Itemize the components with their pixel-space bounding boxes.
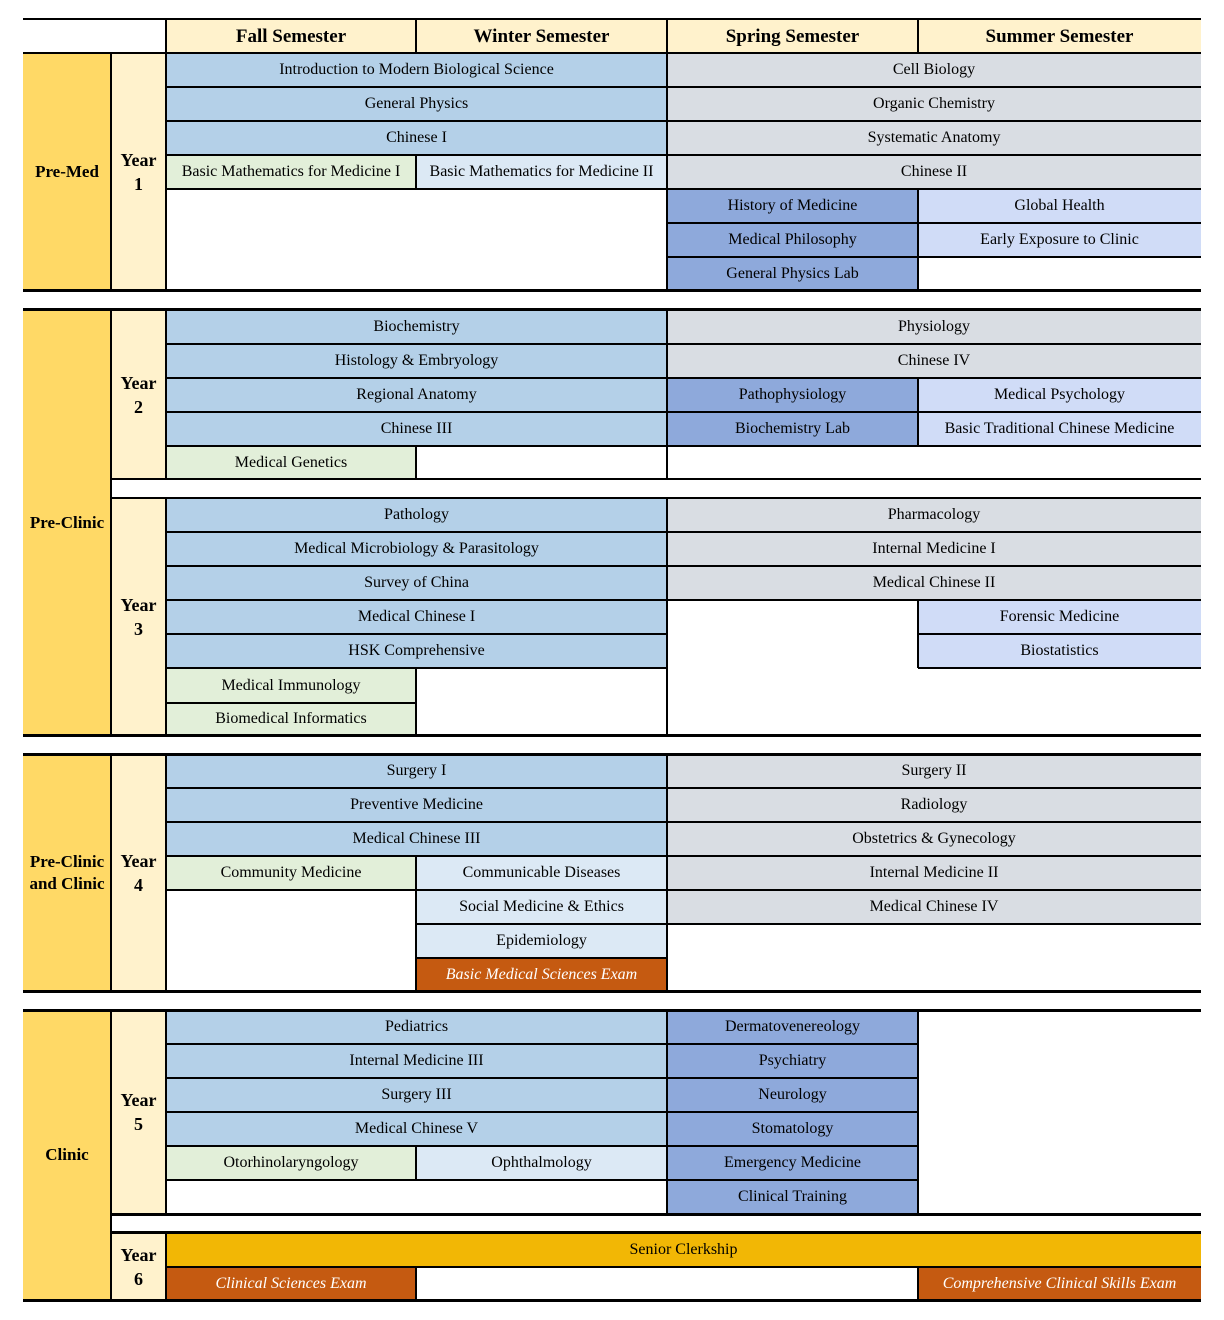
header-spring: Spring Semester xyxy=(667,19,918,53)
year-6-label: Year 6 xyxy=(111,1233,166,1300)
course-internal-medicine-3: Internal Medicine III xyxy=(166,1044,667,1078)
grid-line xyxy=(111,478,1201,480)
grid-line xyxy=(415,155,417,189)
header-summer: Summer Semester xyxy=(918,19,1201,53)
grid-line xyxy=(917,1267,919,1300)
year-2-label: Year 2 xyxy=(111,310,166,479)
course-biomedical-informatics: Biomedical Informatics xyxy=(166,703,416,735)
grid-line xyxy=(666,498,668,735)
grid-line xyxy=(166,633,667,635)
grid-line xyxy=(166,531,1201,533)
grid-line xyxy=(415,668,417,735)
course-chinese-2: Chinese II xyxy=(667,155,1201,189)
grid-line xyxy=(917,1010,919,1214)
header-fall: Fall Semester xyxy=(166,19,416,53)
course-pathology: Pathology xyxy=(166,498,667,532)
course-otorhinolaryngology: Otorhinolaryngology xyxy=(166,1146,416,1180)
grid-line xyxy=(415,18,417,53)
course-basic-tcm: Basic Traditional Chinese Medicine xyxy=(918,412,1201,446)
grid-line xyxy=(23,52,1201,54)
grid-line xyxy=(918,633,1201,635)
course-general-physics: General Physics xyxy=(166,87,667,121)
course-forensic-medicine: Forensic Medicine xyxy=(918,600,1201,634)
grid-line xyxy=(165,310,167,479)
course-internal-medicine-2: Internal Medicine II xyxy=(667,856,1201,890)
grid-line xyxy=(23,18,1201,20)
course-biochemistry-lab: Biochemistry Lab xyxy=(667,412,918,446)
grid-line xyxy=(111,1213,1201,1216)
grid-line xyxy=(415,1146,417,1180)
course-surgery-1: Surgery I xyxy=(166,754,667,788)
exam-basic-medical-sciences: Basic Medical Sciences Exam xyxy=(416,958,667,991)
course-chinese-3: Chinese III xyxy=(166,412,667,446)
grid-line xyxy=(666,754,668,991)
course-pediatrics: Pediatrics xyxy=(166,1010,667,1044)
phase-pre-med: Pre-Med xyxy=(23,53,111,290)
grid-line xyxy=(166,702,416,704)
grid-line xyxy=(23,734,1201,737)
course-communicable-diseases: Communicable Diseases xyxy=(416,856,667,890)
grid-line xyxy=(165,1233,167,1300)
course-chinese-4: Chinese IV xyxy=(667,344,1201,378)
grid-line xyxy=(415,1267,417,1300)
course-general-physics-lab: General Physics Lab xyxy=(667,257,918,290)
grid-line xyxy=(166,120,1201,122)
course-medical-philosophy: Medical Philosophy xyxy=(667,223,918,257)
course-medical-chinese-1: Medical Chinese I xyxy=(166,600,667,634)
grid-line xyxy=(415,856,417,991)
course-microbiology: Medical Microbiology & Parasitology xyxy=(166,532,667,566)
grid-line xyxy=(666,310,668,479)
grid-line xyxy=(166,1111,918,1113)
grid-line xyxy=(166,377,1201,379)
grid-line xyxy=(166,1179,918,1181)
course-emergency-medicine: Emergency Medicine xyxy=(667,1146,918,1180)
grid-line xyxy=(918,667,1201,669)
grid-line xyxy=(165,754,167,991)
grid-line xyxy=(166,855,1201,857)
course-radiology: Radiology xyxy=(667,788,1201,822)
grid-line xyxy=(110,53,112,290)
course-organic-chemistry: Organic Chemistry xyxy=(667,87,1201,121)
course-hsk: HSK Comprehensive xyxy=(166,634,667,668)
exam-clinical-sciences: Clinical Sciences Exam xyxy=(166,1267,416,1300)
grid-line xyxy=(166,565,1201,567)
course-medical-chinese-2: Medical Chinese II xyxy=(667,566,1201,600)
year-5-label: Year 5 xyxy=(111,1010,166,1214)
grid-line xyxy=(165,498,167,735)
grid-line xyxy=(23,289,1201,292)
grid-line xyxy=(165,1010,167,1214)
course-histology: Histology & Embryology xyxy=(166,344,667,378)
course-preventive-medicine: Preventive Medicine xyxy=(166,788,667,822)
course-history-medicine: History of Medicine xyxy=(667,189,918,223)
course-physiology: Physiology xyxy=(667,310,1201,344)
course-surgery-2: Surgery II xyxy=(667,754,1201,788)
course-medical-immunology: Medical Immunology xyxy=(166,668,416,703)
grid-line xyxy=(166,1266,1201,1268)
grid-line xyxy=(166,1043,918,1045)
grid-line xyxy=(110,754,112,991)
exam-clinical-skills: Comprehensive Clinical Skills Exam xyxy=(918,1267,1201,1300)
course-community-medicine: Community Medicine xyxy=(166,856,416,890)
grid-line xyxy=(23,308,1201,311)
grid-line xyxy=(166,889,1201,891)
course-ophthalmology: Ophthalmology xyxy=(416,1146,667,1180)
course-internal-medicine-1: Internal Medicine I xyxy=(667,532,1201,566)
phase-clinic: Clinic xyxy=(23,1010,111,1300)
course-pathophysiology: Pathophysiology xyxy=(667,378,918,412)
course-dermatovenereology: Dermatovenereology xyxy=(667,1010,918,1044)
header-winter: Winter Semester xyxy=(416,19,667,53)
course-epidemiology: Epidemiology xyxy=(416,924,667,958)
year-4-label: Year 4 xyxy=(111,754,166,991)
course-surgery-3: Surgery III xyxy=(166,1078,667,1112)
grid-line xyxy=(917,600,919,668)
grid-line xyxy=(110,310,112,735)
grid-line xyxy=(667,256,1201,258)
course-global-health: Global Health xyxy=(918,189,1201,223)
grid-line xyxy=(666,1010,668,1214)
course-basic-math-2: Basic Mathematics for Medicine II xyxy=(416,155,667,189)
course-medical-chinese-4: Medical Chinese IV xyxy=(667,890,1201,924)
course-basic-math-1: Basic Mathematics for Medicine I xyxy=(166,155,416,189)
course-medical-chinese-3: Medical Chinese III xyxy=(166,822,667,856)
grid-line xyxy=(166,411,1201,413)
grid-line xyxy=(166,154,1201,156)
course-early-exposure: Early Exposure to Clinic xyxy=(918,223,1201,257)
grid-line xyxy=(23,990,1201,993)
grid-line xyxy=(917,18,919,53)
course-psychiatry: Psychiatry xyxy=(667,1044,918,1078)
grid-line xyxy=(415,446,417,479)
course-pharmacology: Pharmacology xyxy=(667,498,1201,532)
grid-line xyxy=(166,1077,918,1079)
grid-line xyxy=(23,1299,1201,1302)
grid-line xyxy=(666,18,668,53)
phase-pre-clinic-and-clinic: Pre-Clinic and Clinic xyxy=(23,754,111,991)
grid-line xyxy=(166,599,1201,601)
course-medical-genetics: Medical Genetics xyxy=(166,446,416,479)
course-systematic-anatomy: Systematic Anatomy xyxy=(667,121,1201,155)
grid-line xyxy=(111,497,1201,499)
course-neurology: Neurology xyxy=(667,1078,918,1112)
grid-line xyxy=(166,445,1201,447)
year-1-label: Year 1 xyxy=(111,53,166,290)
grid-line xyxy=(111,1231,1201,1234)
year-3-label: Year 3 xyxy=(111,498,166,735)
grid-line xyxy=(917,189,919,290)
course-medical-chinese-5: Medical Chinese V xyxy=(166,1112,667,1146)
course-regional-anatomy: Regional Anatomy xyxy=(166,378,667,412)
grid-line xyxy=(166,343,1201,345)
grid-line xyxy=(166,787,1201,789)
grid-line xyxy=(917,378,919,446)
grid-line xyxy=(166,1145,918,1147)
course-cell-biology: Cell Biology xyxy=(667,53,1201,87)
grid-line xyxy=(165,18,167,53)
course-biochemistry: Biochemistry xyxy=(166,310,667,344)
phase-pre-clinic: Pre-Clinic xyxy=(23,310,111,735)
grid-line xyxy=(166,821,1201,823)
grid-line xyxy=(166,86,1201,88)
grid-line xyxy=(416,957,667,959)
grid-line xyxy=(23,1009,1201,1012)
grid-line xyxy=(666,53,668,290)
grid-line xyxy=(110,1010,112,1300)
course-clinical-training: Clinical Training xyxy=(667,1180,918,1214)
course-chinese-1: Chinese I xyxy=(166,121,667,155)
course-survey-china: Survey of China xyxy=(166,566,667,600)
grid-line xyxy=(165,53,167,290)
grid-line xyxy=(416,923,1201,925)
course-social-medicine: Social Medicine & Ethics xyxy=(416,890,667,924)
grid-line xyxy=(166,188,1201,190)
course-obgyn: Obstetrics & Gynecology xyxy=(667,822,1201,856)
course-medical-psychology: Medical Psychology xyxy=(918,378,1201,412)
course-stomatology: Stomatology xyxy=(667,1112,918,1146)
course-biostatistics: Biostatistics xyxy=(918,634,1201,668)
course-intro-bio: Introduction to Modern Biological Science xyxy=(166,53,667,87)
grid-line xyxy=(23,753,1201,756)
course-senior-clerkship: Senior Clerkship xyxy=(166,1233,1201,1267)
grid-line xyxy=(667,222,1201,224)
